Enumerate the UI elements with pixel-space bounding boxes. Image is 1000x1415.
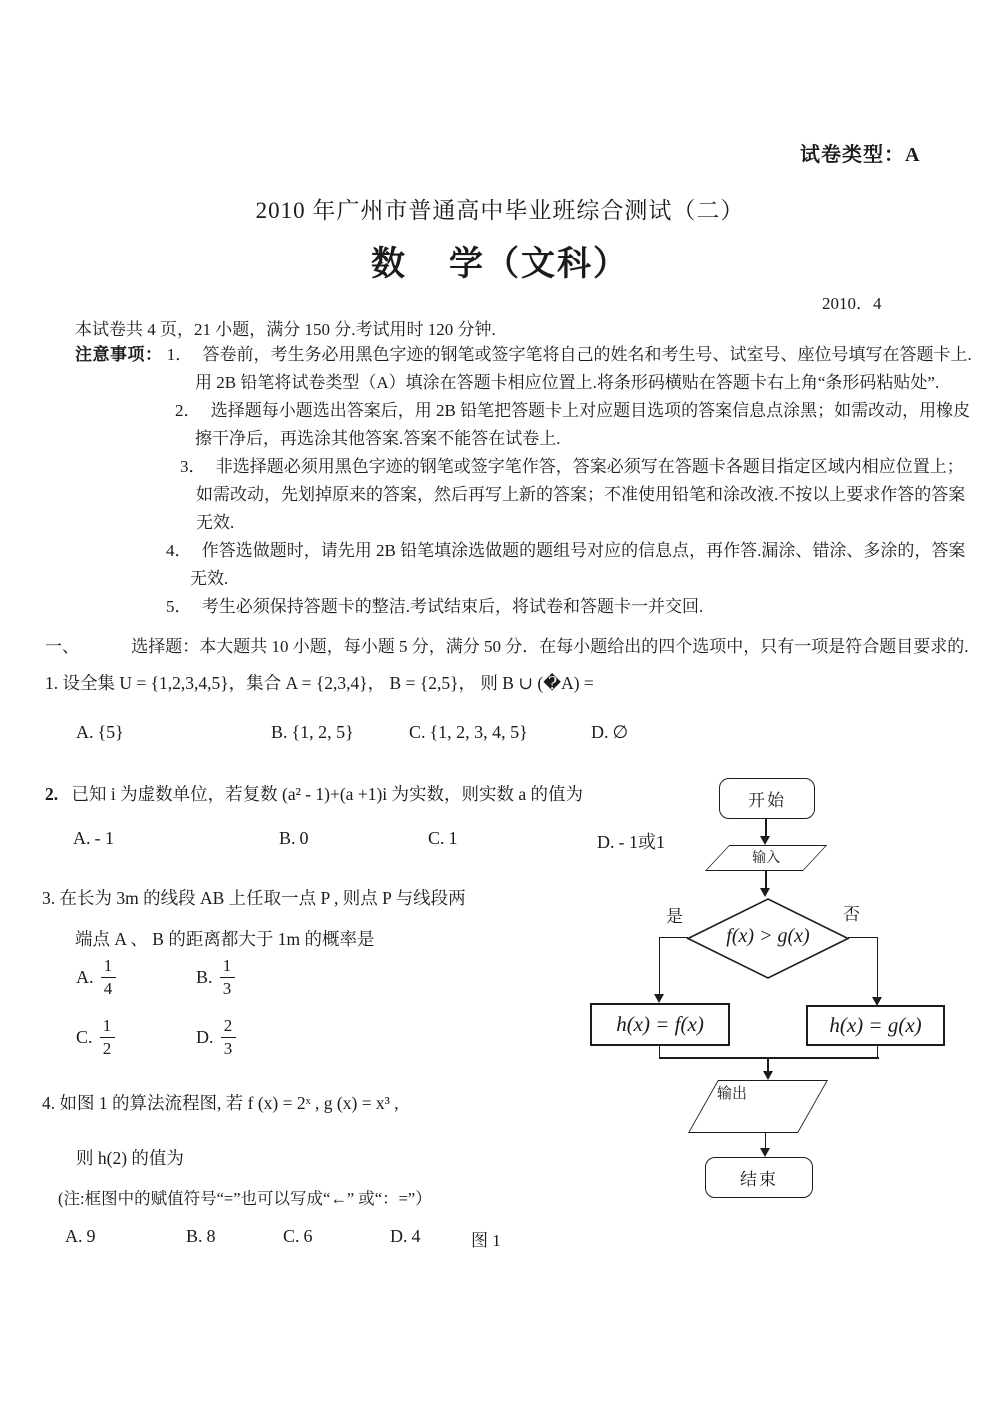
- option-label: B.: [279, 828, 296, 848]
- fraction-denominator: 2: [102, 1039, 112, 1059]
- question-2-stem: [45, 781, 583, 806]
- option-label: A.: [76, 967, 94, 988]
- question-3-option-c: [76, 1016, 115, 1059]
- fraction-denominator: 3: [222, 979, 232, 999]
- flowchart-input-node: [705, 845, 827, 871]
- option-label: A.: [76, 722, 94, 742]
- option-label: C.: [428, 828, 445, 848]
- option-value: {1, 2, 3, 4, 5}: [429, 722, 528, 742]
- flow-line: [765, 871, 767, 888]
- notices-block: [75, 341, 980, 621]
- question-2-text: 已知 i 为虚数单位，若复数 (a² - 1)+(a +1)i 为实数，则实数 a 的值为: [71, 784, 584, 804]
- fraction-denominator: 3: [223, 1039, 233, 1059]
- figure-1-caption: 图 1: [471, 1231, 501, 1250]
- option-label: D.: [390, 1226, 408, 1246]
- option-value: 6: [303, 1226, 313, 1246]
- notice-2-number: 2．: [175, 401, 201, 420]
- fraction-numerator: 2: [223, 1016, 233, 1035]
- paper-summary: 本试卷共 4 页，21 小题，满分 150 分.考试用时 120 分钟.: [75, 320, 496, 339]
- fraction-numerator: 1: [102, 1016, 112, 1035]
- fraction-numerator: 1: [103, 956, 113, 975]
- fraction-bar: [101, 977, 116, 978]
- question-2-option-b: [279, 828, 309, 849]
- fraction: [220, 956, 235, 999]
- option-label: C.: [409, 722, 426, 742]
- notice-5-number: 5．: [166, 597, 192, 616]
- fraction: [101, 956, 116, 999]
- question-3-option-b: [196, 956, 235, 999]
- notice-3-text: 非选择题必须用黑色字迹的钢笔或签字笔作答，答案必须写在答题卡各题目指定区域内相应位置上；: [215, 457, 964, 476]
- notice-4-line-2: 无效.: [190, 569, 229, 588]
- flowchart-start-node: 开始: [719, 778, 815, 819]
- question-2-number: 2.: [45, 784, 59, 804]
- flow-line: [767, 1058, 769, 1072]
- fraction-numerator: 1: [222, 956, 232, 975]
- fraction-bar: [220, 977, 235, 978]
- question-3-option-a: [76, 956, 116, 999]
- fraction-denominator: 4: [103, 979, 113, 999]
- question-4-option-a: [65, 1226, 96, 1247]
- flow-line: [659, 937, 661, 994]
- flowchart-assign-right-node: h(x) = g(x): [806, 1005, 945, 1046]
- notice-2-line-1: [75, 397, 980, 425]
- option-label: A.: [73, 828, 91, 848]
- fraction-bar: [221, 1037, 236, 1038]
- option-label: A.: [65, 1226, 83, 1246]
- question-2-option-d: [597, 828, 665, 854]
- option-label: C.: [283, 1226, 300, 1246]
- flowchart-output-node: [688, 1080, 828, 1133]
- flow-line: [877, 937, 879, 997]
- flow-line: [765, 819, 767, 837]
- flow-line: [659, 937, 688, 939]
- question-1-option-a: [76, 722, 124, 743]
- option-value: 8: [206, 1226, 216, 1246]
- option-value: - 1或1: [618, 832, 665, 852]
- flowchart-output-label: 输出: [717, 1086, 748, 1102]
- notice-3-number: 3．: [180, 457, 206, 476]
- question-3-stem-line-2: 端点 A 、 B 的距离都大于 1m 的概率是: [75, 929, 375, 949]
- option-value: ∅: [612, 722, 629, 742]
- flow-line: [765, 1133, 767, 1149]
- option-label: C.: [76, 1027, 93, 1048]
- question-1-option-b: [271, 722, 354, 743]
- option-label: B.: [271, 722, 288, 742]
- notice-2-text: 选择题每小题选出答案后，用 2B 铅笔把答题卡上对应题目选项的答案信息点涂黑；如需改动，用橡皮: [210, 401, 971, 420]
- question-4-stem-line-1: 4. 如图 1 的算法流程图, 若 f (x) = 2ˣ , g (x) = x³ ,: [42, 1093, 399, 1113]
- paper-type-label: 试卷类型：A: [800, 144, 921, 166]
- fraction: [100, 1016, 115, 1059]
- question-1-option-d: [591, 722, 628, 743]
- arrow-down-icon: [760, 1148, 770, 1157]
- flowchart-condition-label: f(x) > g(x): [726, 925, 810, 947]
- notice-4-number: 4．: [166, 541, 192, 560]
- question-1-stem: 1. 设全集 U = {1,2,3,4,5}，集合 A = {2,3,4}， B = {2,5}， 则 B ∪ (�A) =: [45, 673, 594, 693]
- notice-3-line-3: 无效.: [196, 513, 235, 532]
- exam-date: 2010．4: [822, 294, 882, 313]
- flow-line: [848, 937, 878, 939]
- option-label: B.: [186, 1226, 203, 1246]
- section-1-header: [45, 632, 985, 657]
- fraction-bar: [100, 1037, 115, 1038]
- option-value: - 1: [94, 828, 114, 848]
- notice-1-line-1: [75, 341, 980, 369]
- flowchart-no-label: 否: [843, 905, 860, 924]
- notice-1-line-2: 用 2B 铅笔将试卷类型（A）填涂在答题卡相应位置上.将条形码横贴在答题卡右上角“条形码粘贴处”.: [195, 373, 940, 392]
- option-value: {5}: [97, 722, 124, 742]
- exam-subject: 数 学（文科）: [371, 246, 629, 283]
- question-4-option-b: [186, 1226, 216, 1247]
- option-value: 0: [299, 828, 309, 848]
- notices-label: 注意事项：: [75, 345, 163, 364]
- notice-5-line-1: [75, 593, 980, 621]
- option-label: D.: [591, 722, 609, 742]
- question-4-stem-line-2: 则 h(2) 的值为: [76, 1148, 184, 1168]
- arrow-down-icon: [760, 836, 770, 845]
- flowchart-input-label: 输入: [752, 851, 781, 866]
- question-4-note: (注:框图中的赋值符号“=”也可以写成“←” 或“：=”）: [58, 1189, 432, 1208]
- flowchart-yes-label: 是: [666, 907, 683, 926]
- option-label: D.: [196, 1027, 214, 1048]
- section-1-number: 一、: [45, 637, 79, 656]
- question-1-option-c: [409, 722, 528, 743]
- notice-5-text: 考生必须保持答题卡的整洁.考试结束后，将试卷和答题卡一并交回.: [201, 597, 704, 616]
- option-value: 9: [86, 1226, 96, 1246]
- notice-3-line-1: [75, 453, 980, 481]
- option-label: B.: [196, 967, 213, 988]
- question-2-option-a: [73, 828, 114, 849]
- notice-3-line-2: 如需改动，先划掉原来的答案，然后再写上新的答案；不准使用铅笔和涂改液.不按以上要求作答的答案: [196, 485, 966, 504]
- question-3-stem-line-1: 3. 在长为 3m 的线段 AB 上任取一点 P , 则点 P 与线段两: [42, 888, 466, 908]
- arrow-down-icon: [763, 1071, 773, 1080]
- fraction: [221, 1016, 236, 1059]
- section-1-text: 选择题：本大题共 10 小题，每小题 5 分，满分 50 分．在每小题给出的四个选项中，只有一项是符合题目要求的.: [131, 637, 969, 656]
- flowchart-end-node: 结束: [705, 1157, 813, 1198]
- exam-title: 2010 年广州市普通高中毕业班综合测试（二）: [255, 198, 745, 223]
- option-value: 1: [448, 828, 458, 848]
- question-4-option-d: [390, 1226, 421, 1247]
- notice-2-line-2: 擦干净后，再选涂其他答案.答案不能答在试卷上.: [195, 429, 561, 448]
- option-value: {1, 2, 5}: [291, 722, 354, 742]
- question-2-option-c: [428, 828, 458, 849]
- notice-1-number: 1．: [166, 345, 193, 364]
- question-4-option-c: [283, 1226, 313, 1247]
- option-value: 4: [411, 1226, 421, 1246]
- notice-4-text: 作答选做题时，请先用 2B 铅笔填涂选做题的题组号对应的信息点，再作答.漏涂、错涂、多涂的，答案: [201, 541, 966, 560]
- notice-4-line-1: [75, 537, 980, 565]
- notice-1-text: 答卷前，考生务必用黑色字迹的钢笔或签字笔将自己的姓名和考生号、试室号、座位号填写在答题卡上.: [202, 345, 972, 364]
- option-label: D.: [597, 832, 615, 852]
- arrow-down-icon: [654, 994, 664, 1003]
- flowchart-assign-left-node: h(x) = f(x): [590, 1003, 730, 1046]
- question-3-option-d: [196, 1016, 236, 1059]
